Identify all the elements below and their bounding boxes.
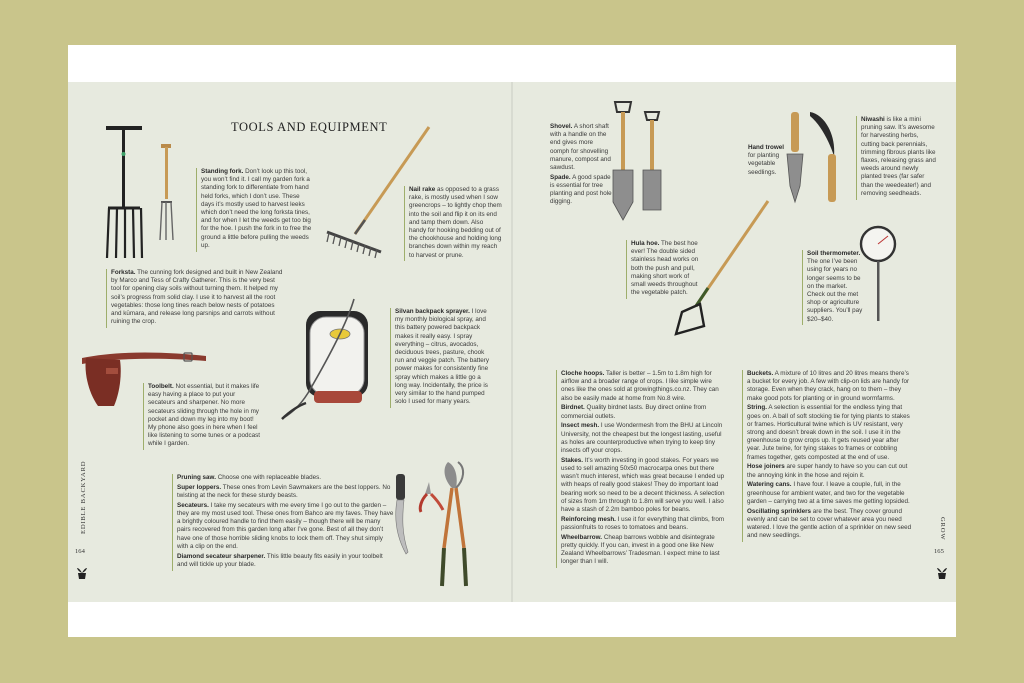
pot-plant-icon — [936, 566, 948, 580]
loppers-illustration — [432, 458, 476, 590]
entry-hula-hoe: Hula hoe. The best hoe ever! The double sided stainless head works on both the push and pull, making short work of small weeds throughout the vegetable patch. — [626, 240, 702, 299]
page-number-left: 164 — [75, 548, 85, 555]
running-head-left: EDIBLE BACKYARD — [80, 460, 87, 534]
hand-trowel-illustration — [784, 112, 806, 204]
entry-soil-thermometer: Soil thermometer. The one I’ve been using for years no longer seems to be on the market. Check out the met shop or agriculture suppliers. You’ll pay $20–$40. — [802, 250, 864, 325]
spade-illustration — [641, 110, 663, 216]
entry-forksta: Forksta. The cunning fork designed and built in New Zealand by Marco and Tess of Crafty Gatherer. This is the very best tool for opening clay soils without turning them. It helped my soil’s progress from solid clay. I use it to harvest all the root vegetables: those long tines reach below nests of potatoes and kūmara, and release long parsnips and carrots without ruining the crop. — [106, 269, 284, 328]
entry-buckets-watering-group: Buckets. A mixture of 10 litres and 20 litres means there’s a bucket for every job. A few with clip-on lids are handy for storage. Even when they crack, hang on to them – they make good pots for planting or in ground wormfarms. String. A selection is essential for the endless tying that goes on. A ball of soft stocking tie for tying plants to stakes or frames. Horticultural twine which is UV resistant, very strong and doesn’t break down in the soil. I use it in the greenhouse to grow crops up. It gets reused year after year. Jute twine, for tying stakes to frames or cobbling frames together, gets composted at the end of use. Hose joiners are super handy to have so you can cut out the annoying kink in the hose and rejoin it. Watering cans. I have four. I leave a couple, full, in the greenhouse for ambient water, and two for the vegetable garden – carrying two at a time saves me getting lopsided. Oscillating sprinklers are the best. They cover ground evenly and can be set to cover whatever area you need watered. I love the gentle action of a sprinkler on new seed and new seedlings. — [742, 370, 912, 542]
entry-standing-fork: Standing fork. Don’t look up this tool, you won’t find it. I call my garden fork a standing fork to differentiate from hand held forks, which I don’t use. These days it’s mostly used to harvest leeks which don’t need the long forksta tines, and for when I let the weeds get too big for the hoe. I push the fork in to free the ground a little before pulling the weeds up. — [196, 168, 314, 252]
entry-hand-trowel: Hand trowel for planting vegetable seedlings. — [748, 144, 785, 176]
pruning-saw-illustration — [390, 474, 412, 556]
entry-pruning-group: Pruning saw. Choose one with replaceable blades. Super loppers. These ones from Levin Sawmakers are the best loppers. No twisting at the neck for these sturdy beasts. Secateurs. I take my secateurs with me every time I go out to the garden – they are my most used tool. These ones from Bahco are my faves. They have a brightly coloured handle to find them easily – though there will be many pairs recovered from this garden long after I’ve gone. Best of all they don’t have one of those horrible sliding knobs to lock them off. They shut simply with a clip on the end. Diamond secateur sharpener. This little beauty fits easily in your toolbelt and will tickle up your blade. — [172, 474, 394, 571]
standing-fork-illustration — [102, 124, 150, 262]
hula-hoe-illustration — [668, 198, 772, 338]
book-spread — [68, 82, 956, 602]
running-head-right: GROW — [939, 517, 946, 541]
entry-nail-rake: Nail rake as opposed to a grass rake, is mostly used when I sow greencrops – to lightly chop them into the soil and flip it on its end and tamp them down. Also handy for hooking bedding out of the chookhouse and holding long branches down within my reach to harvest or prune. — [404, 186, 502, 261]
entry-backpack-sprayer: Silvan backpack sprayer. I love my monthly biological spray, and this battery powered backpack makes it really easy. I spray everything – citrus, avocados, deciduous trees, pasture, chook run and veggie patch. The battery power makes for consistently fine spray which makes a little go a long way. Incidentally, the price is very similar to the hand pumped solo I used for many years. — [390, 308, 494, 408]
entry-toolbelt: Toolbelt. Not essential, but it makes life easy having a place to put your secateurs and sharpener. No more secateurs sliding through the hole in my pocket and down my leg into my boot! My phone also goes in here when I feel like listening to some tunes or a podcast while I garden. — [143, 383, 263, 450]
backpack-sprayer-illustration — [278, 297, 383, 425]
entry-shovel-spade: Shovel. A short shaft with a handle on the end gives more oomph for shovelling manure, compost and sawdust. Spade. A good spade is essential for tree planting and post hole digging. — [550, 123, 612, 206]
pot-plant-icon — [76, 566, 88, 580]
page-title: TOOLS AND EQUIPMENT — [231, 120, 388, 134]
gutter — [511, 82, 513, 602]
entry-niwashi: Niwashi is like a mini pruning saw. It’s awesome for harvesting herbs, cutting back perennials, trimming fibrous plants like flaxes, releasing grass and weeds around newly planted trees (far safer than the weedeater!) and removing seedheads. — [856, 116, 936, 200]
page-number-right: 165 — [934, 548, 944, 555]
shovel-illustration — [609, 100, 637, 222]
soil-thermometer-illustration — [858, 224, 898, 324]
entry-cloche-stakes-group: Cloche hoops. Taller is better – 1.5m to 1.8m high for airflow and a broader range of crops. I like simple wire ones like the ones sold at growingthings.co.nz. They can also be easily made at home from No.8 wire. Birdnet. Quality birdnet lasts. Buy direct online from commercial outlets. Insect mesh. I use Wondermesh from the BHU at Lincoln University, not the cheapest but the longest lasting, useful as holes are counterproductive when trying to keep tiny insects off your crops. Stakes. It’s worth investing in good stakes. For years we used to sell amazing 50x50 macrocarpa ones but there wasn’t much interest, which was great because I ended up with heaps of really good stakes! They do important load bearing work so need to be a decent thickness. A selection of sizes from 1m through to 1.8m will serve you well. I also have a stash of 2.2m bamboo poles for beans. Reinforcing mesh. I use it for everything that climbs, from passionfruits to roses to tomatoes and beans. Wheelbarrow. Cheap barrows wobble and disintegrate pretty quickly. If you can, invest in a good one like New Zealand Wheelbarrows’ Tradesman. I expect mine to last longer than I will. — [556, 370, 726, 568]
niwashi-illustration — [806, 106, 842, 204]
hand-fork-illustration — [158, 144, 176, 244]
